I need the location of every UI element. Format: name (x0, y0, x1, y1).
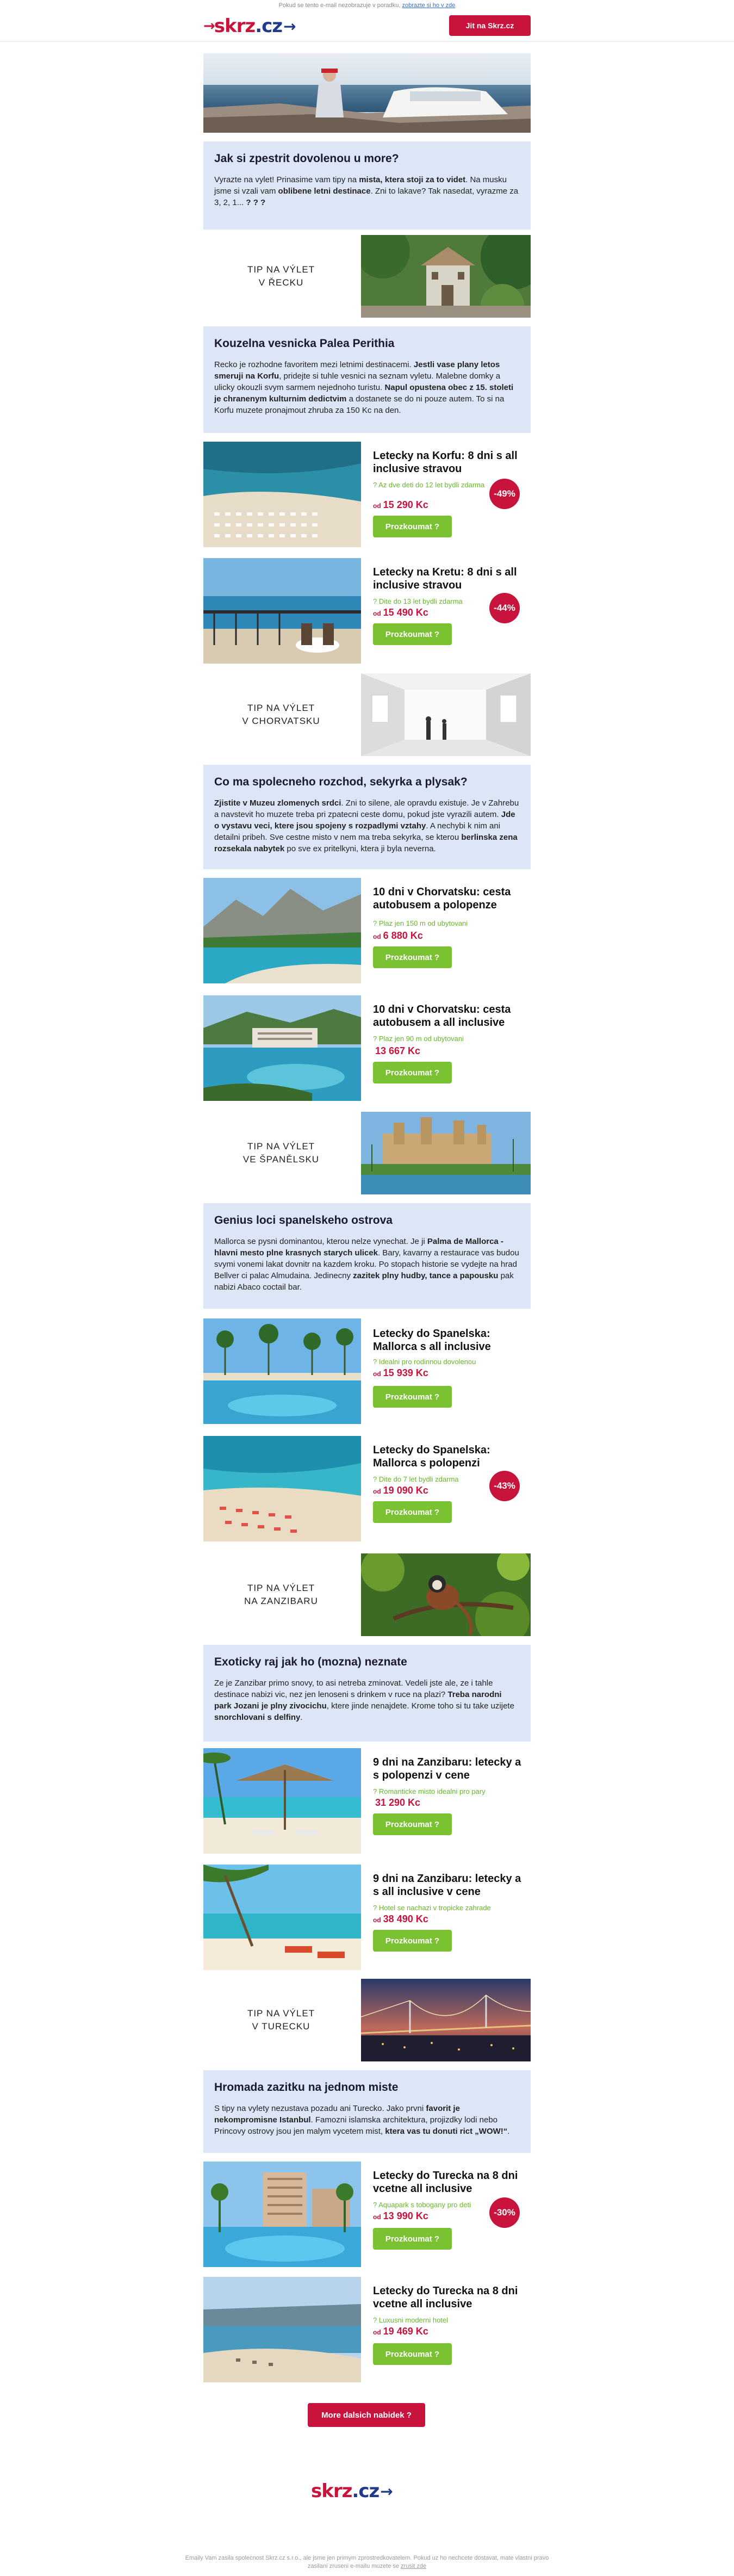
text-bold: Zjistite v Muzeu zlomenych srdci (214, 798, 341, 808)
logo-domain: .cz (255, 15, 283, 37)
greece-village-image[interactable] (361, 235, 531, 318)
header (0, 12, 734, 39)
tip-line: V TURECKU (252, 2021, 310, 2032)
price-value: 19 469 Kc (383, 2326, 428, 2337)
price-prefix: od (373, 502, 381, 510)
explore-button[interactable]: Prozkoumat ? (373, 2228, 452, 2250)
offer-image-zanzibar-2[interactable] (203, 1865, 361, 1970)
logo-tail-arrow-icon: → (283, 17, 296, 35)
offer-price (373, 1485, 428, 1496)
discount-badge: -49% (489, 479, 520, 509)
croatia-museum-image[interactable] (361, 673, 531, 756)
explore-button[interactable]: Prozkoumat ? (373, 1930, 452, 1952)
text-bold: zazitek plny hudby, tance a papousku (353, 1271, 499, 1280)
preheader (0, 2, 734, 9)
istanbul-bridge-image[interactable] (361, 1979, 531, 2061)
spain-info-box (203, 1203, 531, 1309)
preheader-link[interactable]: zobrazte si ho v zde (402, 2, 456, 9)
section-title: Hromada zazitku na jednom miste (214, 2081, 399, 2094)
price-value: 13 667 Kc (375, 1045, 421, 1056)
intro-box (203, 141, 531, 230)
text-part: , ktere jinde nenajdete. Krome toho si tu take uzijete (326, 1701, 514, 1711)
logo-domain: .cz (352, 2480, 380, 2502)
section-title: Genius loci spanelskeho ostrova (214, 1214, 393, 1227)
discount-badge: -30% (489, 2197, 520, 2228)
offer-title[interactable]: 9 dni na Zanzibaru: letecky a s polopenzi v cene (373, 1756, 521, 1781)
greece-info-box (203, 326, 531, 433)
tip-line: V CHORVATSKU (242, 716, 320, 726)
text-bold: Jestli vase plany letos smeruji na Korfu (214, 360, 500, 381)
price-value: 19 090 Kc (383, 1485, 428, 1496)
tip-line: TIP NA VÝLET (247, 264, 315, 275)
discount-badge: -44% (489, 593, 520, 623)
price-prefix: od (373, 2329, 381, 2336)
offer-note: ? Dite do 7 let bydli zdarma (373, 1475, 459, 1483)
offer-note: ? Hotel se nachazi v tropicke zahrade (373, 1904, 491, 1912)
offer-price (373, 2326, 428, 2337)
intro-text-bold: oblibene letni destinace (278, 187, 371, 196)
offer-image-croatia-1[interactable] (203, 878, 361, 983)
offer-image-turkey-1[interactable] (203, 2162, 361, 2267)
text-part: . Bary, kavarny a restaurace vas budou svymi vonemi lakat dovnitr na kazdem kroku. Po stopach historie se vydejte na hrad Bellver ci palac Almudaina. Jedinecny (214, 1248, 519, 1280)
tip-label-greece (203, 235, 359, 318)
offer-price (373, 2210, 428, 2222)
offer-note: ? Plaz jen 150 m od ubytovani (373, 919, 468, 927)
offer-title[interactable]: 10 dni v Chorvatsku: cesta autobusem a polopenze (373, 886, 511, 911)
text-part: . (507, 2127, 510, 2136)
price-value: 6 880 Kc (383, 930, 423, 941)
intro-text-part: . Na musku jsme si vzali vam (214, 175, 507, 196)
price-prefix: od (373, 610, 381, 617)
explore-button[interactable]: Prozkoumat ? (373, 623, 452, 645)
offer-note: ? Dite do 13 let bydli zdarma (373, 597, 463, 605)
croatia-info-box (203, 765, 531, 869)
offer-image-croatia-2[interactable] (203, 995, 361, 1101)
explore-button[interactable]: Prozkoumat ? (373, 1501, 452, 1523)
price-prefix: od (373, 1916, 381, 1924)
logo-tail-arrow-icon: → (380, 2482, 393, 2500)
tip-label-turkey (203, 1979, 359, 2061)
offer-note: ? Plaz jen 90 m od ubytovani (373, 1035, 464, 1043)
text-part: Ze je Zanzibar primo snovy, to asi netreba zminovat. Vedeli jste ale, ze i tahle destinace nabizi vic, nez jen lenoseni s drinkem v ruce na plazi? (214, 1679, 493, 1699)
text-part: . Famozni islamska architektura, projizdky lodi nebo Princovy ostrovy jsou jen malym vycetem mist, (214, 2115, 498, 2136)
logo-word: skrz (311, 2480, 352, 2502)
footer-logo[interactable] (311, 2480, 393, 2502)
price-prefix: od (373, 2213, 381, 2221)
explore-button[interactable]: Prozkoumat ? (373, 1386, 452, 1408)
text-bold: berlinska zena rozsekala nabytek (214, 833, 518, 853)
price-prefix: od (373, 1370, 381, 1378)
tip-line: NA ZANZIBARU (244, 1596, 318, 1606)
offer-price (373, 1914, 428, 1925)
zanzibar-info-box (203, 1645, 531, 1742)
text-part: Mallorca se pysni dominantou, kterou nelze vynechat. Je ji (214, 1237, 427, 1246)
offer-title[interactable]: Letecky na Korfu: 8 dni s all inclusive stravou (373, 450, 518, 475)
text-part: . A nechybi k nim ani detailni pribeh. Sve cestne misto v nem ma treba sekyrka, se kterou (214, 821, 501, 842)
offer-note: ? Aquapark s tobogany pro deti (373, 2201, 471, 2209)
go-to-skrz-button[interactable]: Jit na Skrz.cz (449, 15, 531, 36)
price-value: 15 939 Kc (383, 1367, 428, 1378)
price-value: 13 990 Kc (383, 2210, 428, 2221)
spain-cathedral-image[interactable] (361, 1112, 531, 1194)
turkey-info-box (203, 2070, 531, 2153)
text-bold: Treba narodni park Jozani je plny zivocichu (214, 1690, 502, 1711)
section-title: Co ma spolecneho rozchod, sekyrka a plysak? (214, 776, 468, 788)
text-bold: Napul opustena obec z 15. stoleti je chranenym kulturnim dedictvim (214, 383, 514, 404)
preheader-text: Pokud se tento e-mail nezobrazuje v poradku, (278, 2, 401, 9)
offer-title[interactable]: Letecky do Spanelska: Mallorca s polopenzi (373, 1444, 490, 1469)
explore-button[interactable]: Prozkoumat ? (373, 516, 452, 537)
explore-button[interactable]: Prozkoumat ? (373, 946, 452, 968)
footer-line-text: zasilani zruseni e-mailu muzete se (307, 2563, 401, 2569)
offer-image-mallorca-1[interactable] (203, 1318, 361, 1424)
offer-title[interactable]: 9 dni na Zanzibaru: letecky a s all inclusive v cene (373, 1873, 521, 1898)
price-value: 31 290 Kc (375, 1797, 421, 1808)
section-text (214, 2103, 520, 2137)
text-bold: snorchlovani s delfiny (214, 1713, 301, 1722)
offer-price (373, 1797, 420, 1809)
intro-text-part: Vyrazte na vylet! Prinasime vam tipy na (214, 175, 359, 184)
text-part: . Zni to silene, ale opravdu existuje. Je v Zahrebu a navstevit ho muzete treba pri zpatecni ceste domu, pokud jste vyrazili autem. (214, 798, 519, 819)
offer-title[interactable]: Letecky do Turecka na 8 dni vcetne all inclusive (373, 2170, 518, 2195)
price-prefix: od (373, 1488, 381, 1495)
offer-title[interactable]: Letecky do Spanelska: Mallorca s all inclusive (373, 1328, 491, 1353)
footer-line: Emaily Vam zasila spolecnost Skrz.cz s.r.o., ale jsme jen primym zprostredkovatelem. Pokud uz ho nechcete dostavat, mate vlastni pravo (185, 2555, 549, 2561)
offer-image-mallorca-2[interactable] (203, 1436, 361, 1541)
tip-line: TIP NA VÝLET (247, 1141, 315, 1151)
zanzibar-monkey-image[interactable] (361, 1553, 531, 1636)
tip-line: TIP NA VÝLET (247, 2008, 315, 2018)
text-bold: Jde o vystavu veci, ktere jsou spojeny s rozpadlymi vztahy (214, 810, 515, 831)
offer-note: ? Romanticke misto idealni pro pary (373, 1787, 486, 1795)
text-part: a dostanete se do ni pouze autem. To si na Korfu muzete pronajmout zhruba za 150 Kc na den. (214, 394, 505, 415)
offer-image-kreta[interactable] (203, 558, 361, 664)
section-title: Exoticky raj jak ho (mozna) neznate (214, 1656, 407, 1668)
tip-label-spain (203, 1112, 359, 1194)
offer-price (373, 1367, 428, 1379)
offer-title[interactable]: Letecky na Kretu: 8 dni s all inclusive stravou (373, 566, 517, 591)
tip-line: TIP NA VÝLET (247, 1583, 315, 1593)
offer-price (373, 930, 423, 942)
text-part: pak nabizi Abaco coctail bar. (214, 1271, 514, 1292)
intro-title: Jak si zpestrit dovolenou u more? (214, 152, 399, 165)
text-part: Recko je rozhodne favoritem mezi letnimi destinacemi. (214, 360, 414, 369)
offer-image-zanzibar-1[interactable] (203, 1748, 361, 1854)
discount-badge: -43% (489, 1471, 520, 1501)
explore-button[interactable]: Prozkoumat ? (373, 1062, 452, 1083)
footer-text (0, 2554, 734, 2571)
text-part: S tipy na vylety nezustava pozadu ani Turecko. Jako prvni (214, 2104, 426, 2113)
price-value: 15 490 Kc (383, 607, 428, 618)
section-text (214, 1677, 520, 1723)
text-bold: favorit je nekompromisne Istanbul (214, 2104, 460, 2125)
explore-button[interactable]: Prozkoumat ? (373, 2343, 452, 2365)
offer-price (373, 607, 428, 618)
tip-line: TIP NA VÝLET (247, 703, 315, 713)
offer-note: ? Luxusni moderni hotel (373, 2316, 449, 2324)
section-text (214, 1236, 520, 1293)
text-bold: ktera vas tu donuti rict „WOW!“ (385, 2127, 508, 2136)
section-title: Kouzelna vesnicka Palea Perithia (214, 337, 395, 350)
section-text (214, 797, 520, 854)
price-value: 15 290 Kc (383, 499, 428, 510)
text-bold: Palma de Mallorca - hlavni mesto plne krasnych starych ulicek (214, 1237, 503, 1258)
tip-label-zanzibar (203, 1553, 359, 1636)
unsubscribe-link[interactable]: zrusit zde (401, 2563, 427, 2569)
logo-arrow-icon: → (203, 18, 212, 34)
offer-price (373, 1045, 420, 1057)
offer-note: ? Az dve deti do 12 let bydli zdarma (373, 481, 485, 489)
price-value: 38 490 Kc (383, 1914, 428, 1924)
tip-line: V ŘECKU (258, 277, 304, 288)
logo-word: skrz (214, 15, 256, 37)
offer-title[interactable]: Letecky do Turecka na 8 dni vcetne all inclusive (373, 2285, 518, 2310)
intro-text-part: . Zni to lakave? Tak nasedat, vyrazme za 3, 2, 1... (214, 187, 519, 207)
offer-price (373, 499, 428, 511)
skrz-logo[interactable] (203, 15, 296, 37)
offer-title[interactable]: 10 dni v Chorvatsku: cesta autobusem a all inclusive (373, 1004, 511, 1029)
text-part: , pridejte si tuhle vesnici na seznam vyletu. Malebne domky a ulicky okouzli svym sarmem nejednoho turistu. (214, 371, 501, 392)
offer-image-turkey-2[interactable] (203, 2277, 361, 2382)
intro-text (214, 174, 520, 208)
tip-line: VE ŠPANĚLSKU (242, 1154, 320, 1165)
footer-line (0, 2562, 734, 2571)
text-part: . (300, 1713, 303, 1722)
tip-label-croatia (203, 673, 359, 756)
price-prefix: od (373, 933, 381, 940)
header-divider (0, 41, 734, 42)
offer-image-korfu[interactable] (203, 442, 361, 547)
text-part: po sve ex pritelkyni, ktera ji byla neverna. (284, 844, 436, 853)
intro-text-bold: mista, ktera stoji za to videt (359, 175, 466, 184)
more-offers-button[interactable]: More dalsich nabidek ? (308, 2403, 425, 2427)
explore-button[interactable]: Prozkoumat ? (373, 1813, 452, 1835)
intro-text-bold: ? ? ? (246, 198, 266, 207)
hero-image[interactable] (203, 53, 531, 133)
section-text (214, 359, 520, 416)
offer-note: ? Idealni pro rodinnou dovolenou (373, 1358, 476, 1366)
